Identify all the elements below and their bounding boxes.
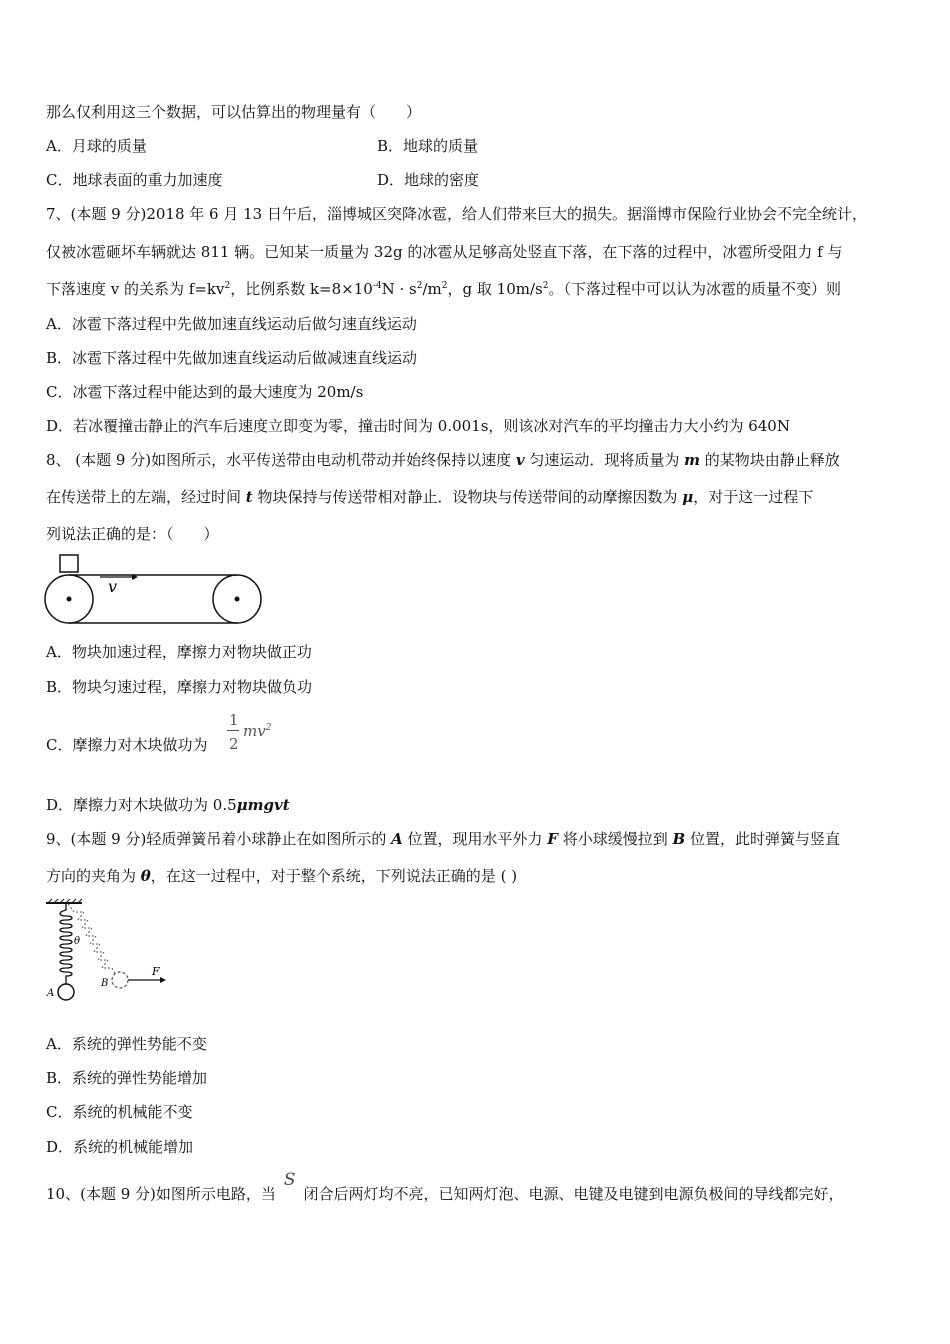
- q10-l1b: 闭合后两灯均不亮，已知两灯泡、电源、电键及电键到电源负极间的导线都完好，: [303, 1185, 844, 1203]
- q8-option-b: B．物块匀速过程，摩擦力对物块做负功: [46, 678, 313, 696]
- q9-line-2: [46, 866, 517, 886]
- q8-line-1: [46, 450, 840, 470]
- q9-var-theta: θ: [140, 867, 151, 885]
- q10-l1a: 10、(本题 9 分)如图所示电路，当: [46, 1185, 276, 1203]
- block-shape: [60, 555, 78, 572]
- sup: -4: [372, 281, 382, 291]
- q9-l1c: 将小球缓慢拉到: [557, 830, 673, 848]
- q7-l3d: /m: [422, 280, 442, 298]
- q8-d-expr: μmgvt: [236, 796, 290, 814]
- fig-label-theta: θ: [74, 936, 81, 947]
- q7-l3f: 。（下落过程中可以认为冰雹的质量不变）则: [548, 280, 841, 298]
- frac-denominator: 2: [229, 735, 239, 753]
- fig-label-A: A: [47, 988, 55, 999]
- q8-l2b: 物块保持与传送带相对静止．设物块与传送带间的动摩擦因数为: [252, 488, 683, 506]
- q9-option-a: A．系统的弹性势能不变: [46, 1035, 207, 1053]
- q7-l3c: N · s: [381, 280, 417, 298]
- spring-figure: [40, 898, 170, 1006]
- q8-option-d: [46, 795, 290, 815]
- q9-var-F: F: [547, 830, 558, 848]
- vertical-spring: [60, 903, 72, 984]
- q7-line-2: 仅被冰雹砸坏车辆就达 811 辆。已知某一质量为 32g 的冰雹从足够高处竖直下落，在下落的过程中，冰雹所受阻力 f 与: [46, 243, 843, 261]
- q7-option-a: A．冰雹下落过程中先做加速直线运动后做匀速直线运动: [46, 315, 417, 333]
- q8-line-3: 列说法正确的是：（ ）: [46, 525, 219, 543]
- q9-option-b: B．系统的弹性势能增加: [46, 1069, 208, 1087]
- conveyor-belt-figure: [40, 552, 270, 626]
- force-arrow-head: [160, 977, 166, 983]
- q8-l2a: 在传送带上的左端，经过时间: [46, 488, 246, 506]
- q8-d-prefix: D．摩擦力对木块做功为 0.5: [46, 796, 237, 814]
- q8-l1a: 8、 (本题 9 分)如图所示，水平传送带由电动机带动并始终保持以速度: [46, 451, 516, 469]
- ball-a: [58, 984, 74, 1000]
- frac-sup: 2: [265, 723, 272, 733]
- q6-option-c: C．地球表面的重力加速度: [46, 171, 223, 189]
- q9-l1a: 9、(本题 9 分)轻质弹簧吊着小球静止在如图所示的: [46, 830, 392, 848]
- q7-line-1: 7、(本题 9 分)2018 年 6 月 13 日午后，淄博城区突降冰雹，给人们带来巨大的损失。据淄博市保险行业协会不完全统计，: [46, 205, 867, 223]
- q7-option-c: C．冰雹下落过程中能达到的最大速度为 20m/s: [46, 383, 364, 401]
- fig-label-F: F: [152, 965, 160, 978]
- q8-line-2: [46, 487, 813, 507]
- q8-option-c: C．摩擦力对木块做功为: [46, 736, 208, 754]
- q9-l2a: 方向的夹角为: [46, 867, 141, 885]
- right-axle: [235, 597, 240, 602]
- q7-line-3: [46, 279, 841, 299]
- q9-var-B: B: [672, 830, 686, 848]
- q8-var-mu: μ: [682, 488, 694, 506]
- q9-l1d: 位置，此时弹簧与竖直: [685, 830, 840, 848]
- sup: 2: [224, 281, 231, 291]
- q8-var-v: v: [515, 451, 525, 469]
- q9-var-A: A: [391, 830, 403, 848]
- q7-l3b: ，比例系数 k=8×10: [230, 280, 373, 298]
- frac-expr-text: mv: [243, 722, 266, 740]
- ball-b: [112, 972, 128, 988]
- q8-l2c: ，对于这一过程下: [693, 488, 814, 506]
- q7-l3e: ，g 取 10m/s: [447, 280, 543, 298]
- sup: 2: [542, 281, 549, 291]
- q9-line-1: [46, 829, 840, 849]
- q6-option-b: B．地球的质量: [377, 137, 479, 155]
- q9-option-c: C．系统的机械能不变: [46, 1103, 193, 1121]
- left-axle: [67, 597, 72, 602]
- intro-line: 那么仅利用这三个数据，可以估算出的物理量有（ ）: [46, 103, 422, 121]
- q8-l1c: 的某物块由静止释放: [700, 451, 840, 469]
- q9-l1b: 位置，现用水平外力: [402, 830, 548, 848]
- q8-var-t: t: [245, 488, 253, 506]
- frac-bar: [227, 730, 239, 731]
- sup: 2: [441, 281, 448, 291]
- q7-option-b: B．冰雹下落过程中先做加速直线运动后做减速直线运动: [46, 349, 418, 367]
- frac-numerator: 1: [229, 711, 239, 729]
- q9-option-d: D．系统的机械能增加: [46, 1138, 194, 1156]
- q6-option-a: A．月球的质量: [46, 137, 147, 155]
- q6-option-d: D．地球的密度: [377, 171, 480, 189]
- fig-label-B: B: [101, 978, 109, 989]
- frac-expression: [243, 722, 271, 740]
- q8-option-a: A．物块加速过程，摩擦力对物块做正功: [46, 643, 312, 661]
- q8-l1b: 匀速运动．现将质量为: [524, 451, 685, 469]
- q7-l3a: 下落速度 v 的关系为 f=kv: [46, 280, 225, 298]
- q8-var-m: m: [684, 451, 701, 469]
- q10-line-1: [46, 1170, 844, 1204]
- sup: 2: [416, 281, 423, 291]
- q10-var-S: S: [283, 1170, 296, 1190]
- fig-label-v: v: [108, 577, 118, 596]
- q9-l2b: ，在这一过程中，对于整个系统，下列说法正确的是 ( ): [150, 867, 518, 885]
- q7-option-d: D．若冰覆撞击静止的汽车后速度立即变为零，撞击时间为 0.001s，则该冰对汽车的平均撞击力大小约为 640N: [46, 417, 790, 435]
